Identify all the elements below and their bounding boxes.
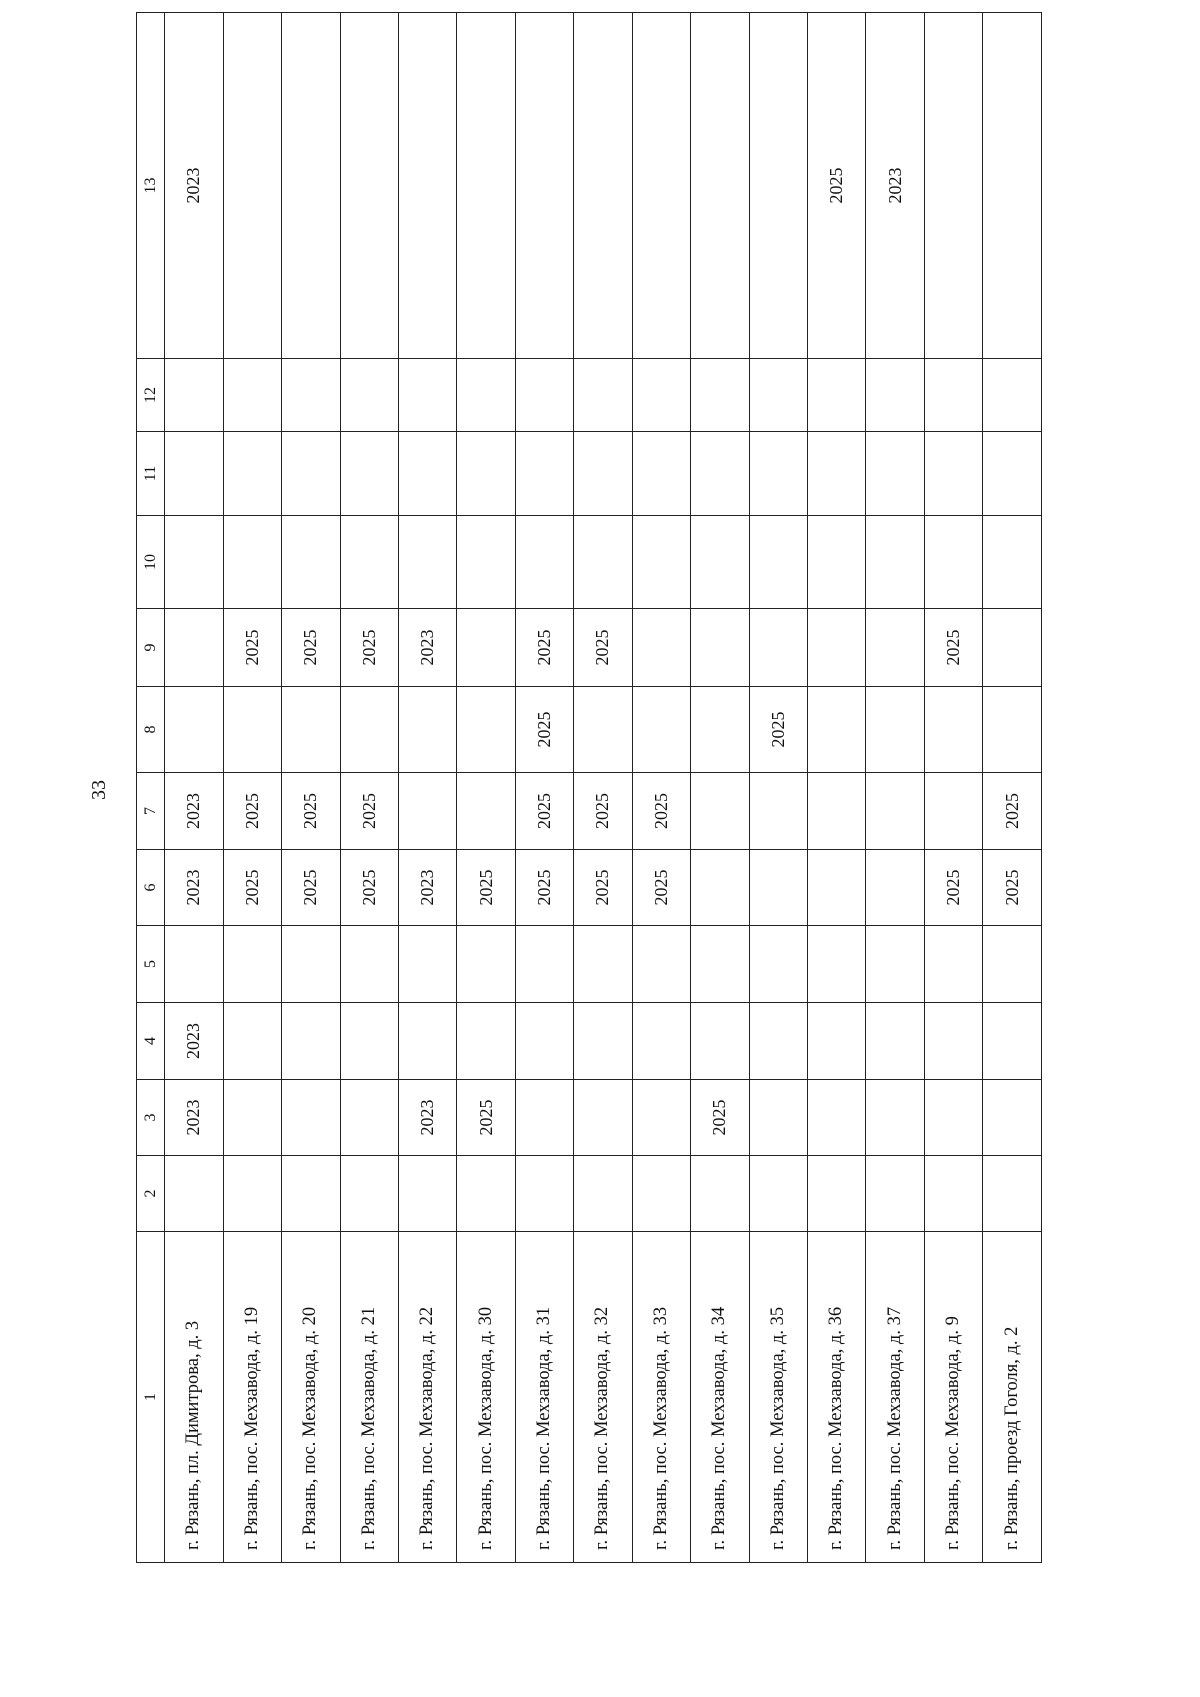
table-row xyxy=(808,13,866,1563)
year-cell xyxy=(983,926,1042,1003)
year-cell xyxy=(165,516,223,609)
column-number: 7 xyxy=(137,773,165,850)
year-cell: 2023 xyxy=(165,850,223,926)
year-cell xyxy=(282,1080,340,1156)
year-cell xyxy=(223,687,281,773)
year-cell xyxy=(983,1156,1042,1232)
year-cell xyxy=(924,516,982,609)
column-number: 3 xyxy=(137,1080,165,1156)
table-row xyxy=(165,13,223,1563)
table-row xyxy=(398,13,456,1563)
year-cell xyxy=(223,1003,281,1080)
year-cell xyxy=(749,609,807,687)
year-cell xyxy=(691,773,749,850)
year-cell: 2023 xyxy=(398,850,456,926)
year-cell xyxy=(398,1156,456,1232)
table-row xyxy=(223,13,281,1563)
year-cell xyxy=(457,516,515,609)
year-cell xyxy=(457,773,515,850)
year-cell xyxy=(165,687,223,773)
year-cell xyxy=(866,1003,924,1080)
year-cell xyxy=(808,1156,866,1232)
year-cell xyxy=(398,773,456,850)
year-cell: 2025 xyxy=(574,773,632,850)
year-cell xyxy=(808,773,866,850)
year-cell: 2023 xyxy=(398,1080,456,1156)
year-cell xyxy=(515,1156,573,1232)
year-cell xyxy=(398,432,456,516)
year-cell xyxy=(691,516,749,609)
year-cell: 2025 xyxy=(983,850,1042,926)
column-number: 8 xyxy=(137,687,165,773)
year-cell xyxy=(223,1156,281,1232)
year-cell xyxy=(457,13,515,359)
column-number: 1 xyxy=(137,1232,165,1563)
schedule-table xyxy=(136,12,1042,1563)
year-cell xyxy=(808,432,866,516)
year-cell xyxy=(457,687,515,773)
year-cell xyxy=(574,13,632,359)
year-cell: 2025 xyxy=(983,773,1042,850)
year-cell: 2025 xyxy=(574,609,632,687)
address-cell: г. Рязань, пос. Мехзавода, д. 36 xyxy=(808,1232,866,1563)
year-cell xyxy=(340,926,398,1003)
year-cell: 2025 xyxy=(924,850,982,926)
year-cell xyxy=(924,13,982,359)
year-cell xyxy=(574,1156,632,1232)
year-cell xyxy=(924,1080,982,1156)
column-number: 12 xyxy=(137,359,165,432)
year-cell: 2025 xyxy=(340,609,398,687)
year-cell xyxy=(749,1003,807,1080)
table-row xyxy=(632,13,690,1563)
year-cell xyxy=(632,432,690,516)
year-cell xyxy=(866,926,924,1003)
year-cell: 2023 xyxy=(165,1003,223,1080)
year-cell xyxy=(749,850,807,926)
year-cell xyxy=(866,850,924,926)
address-cell: г. Рязань, пл. Димитрова, д. 3 xyxy=(165,1232,223,1563)
year-cell xyxy=(515,13,573,359)
column-number-row xyxy=(137,13,165,1563)
table-row xyxy=(340,13,398,1563)
year-cell xyxy=(574,926,632,1003)
year-cell xyxy=(574,516,632,609)
year-cell xyxy=(457,1003,515,1080)
year-cell: 2025 xyxy=(340,773,398,850)
year-cell xyxy=(691,1156,749,1232)
table-row xyxy=(866,13,924,1563)
year-cell xyxy=(340,1156,398,1232)
year-cell xyxy=(223,516,281,609)
year-cell: 2025 xyxy=(457,1080,515,1156)
year-cell xyxy=(574,432,632,516)
year-cell xyxy=(924,359,982,432)
year-cell xyxy=(691,687,749,773)
year-cell xyxy=(574,687,632,773)
column-number: 5 xyxy=(137,926,165,1003)
year-cell xyxy=(282,516,340,609)
year-cell xyxy=(632,13,690,359)
column-number: 9 xyxy=(137,609,165,687)
year-cell xyxy=(808,926,866,1003)
year-cell: 2025 xyxy=(223,773,281,850)
year-cell xyxy=(574,359,632,432)
year-cell xyxy=(340,13,398,359)
year-cell xyxy=(515,516,573,609)
year-cell xyxy=(340,687,398,773)
year-cell xyxy=(924,926,982,1003)
year-cell xyxy=(398,359,456,432)
year-cell: 2025 xyxy=(515,609,573,687)
year-cell xyxy=(866,773,924,850)
year-cell: 2025 xyxy=(223,609,281,687)
year-cell xyxy=(808,609,866,687)
year-cell xyxy=(340,359,398,432)
year-cell xyxy=(749,13,807,359)
year-cell xyxy=(924,773,982,850)
year-cell: 2025 xyxy=(457,850,515,926)
year-cell xyxy=(457,432,515,516)
column-number: 10 xyxy=(137,516,165,609)
year-cell xyxy=(632,359,690,432)
year-cell: 2025 xyxy=(340,850,398,926)
year-cell xyxy=(340,1003,398,1080)
year-cell xyxy=(574,1003,632,1080)
year-cell xyxy=(866,516,924,609)
year-cell xyxy=(340,1080,398,1156)
address-cell: г. Рязань, пос. Мехзавода, д. 20 xyxy=(282,1232,340,1563)
year-cell xyxy=(515,359,573,432)
year-cell xyxy=(691,609,749,687)
year-cell xyxy=(749,1156,807,1232)
year-cell xyxy=(165,926,223,1003)
year-cell xyxy=(632,1003,690,1080)
address-cell: г. Рязань, проезд Гоголя, д. 2 xyxy=(983,1232,1042,1563)
year-cell xyxy=(282,1156,340,1232)
year-cell: 2023 xyxy=(165,1080,223,1156)
year-cell xyxy=(808,687,866,773)
year-cell: 2025 xyxy=(515,773,573,850)
year-cell xyxy=(340,432,398,516)
year-cell xyxy=(749,773,807,850)
year-cell xyxy=(866,1080,924,1156)
year-cell xyxy=(282,926,340,1003)
year-cell xyxy=(983,1003,1042,1080)
year-cell xyxy=(808,359,866,432)
year-cell xyxy=(866,432,924,516)
year-cell xyxy=(457,609,515,687)
year-cell: 2023 xyxy=(866,13,924,359)
year-cell xyxy=(749,926,807,1003)
year-cell xyxy=(282,687,340,773)
year-cell xyxy=(866,359,924,432)
schedule-table-frame xyxy=(136,113,1042,1563)
year-cell xyxy=(223,926,281,1003)
year-cell xyxy=(983,687,1042,773)
year-cell: 2023 xyxy=(165,13,223,359)
year-cell xyxy=(691,432,749,516)
year-cell: 2023 xyxy=(165,773,223,850)
year-cell xyxy=(691,359,749,432)
year-cell xyxy=(983,609,1042,687)
address-cell: г. Рязань, пос. Мехзавода, д. 34 xyxy=(691,1232,749,1563)
table-row xyxy=(983,13,1042,1563)
year-cell xyxy=(223,432,281,516)
year-cell xyxy=(165,432,223,516)
year-cell xyxy=(983,1080,1042,1156)
year-cell xyxy=(282,359,340,432)
year-cell xyxy=(398,516,456,609)
address-cell: г. Рязань, пос. Мехзавода, д. 37 xyxy=(866,1232,924,1563)
column-number: 4 xyxy=(137,1003,165,1080)
year-cell: 2025 xyxy=(574,850,632,926)
year-cell xyxy=(924,1003,982,1080)
year-cell xyxy=(398,687,456,773)
year-cell xyxy=(691,1003,749,1080)
table-row xyxy=(282,13,340,1563)
year-cell xyxy=(691,926,749,1003)
year-cell xyxy=(632,1156,690,1232)
year-cell: 2025 xyxy=(924,609,982,687)
year-cell: 2025 xyxy=(282,609,340,687)
address-cell: г. Рязань, пос. Мехзавода, д. 9 xyxy=(924,1232,982,1563)
year-cell xyxy=(398,926,456,1003)
year-cell xyxy=(632,609,690,687)
year-cell xyxy=(866,687,924,773)
page-number: 33 xyxy=(88,780,110,800)
table-row xyxy=(574,13,632,1563)
year-cell xyxy=(691,850,749,926)
year-cell xyxy=(515,432,573,516)
table-row xyxy=(691,13,749,1563)
year-cell xyxy=(808,1003,866,1080)
year-cell xyxy=(340,516,398,609)
year-cell xyxy=(866,609,924,687)
year-cell xyxy=(515,926,573,1003)
year-cell xyxy=(983,516,1042,609)
year-cell xyxy=(808,850,866,926)
year-cell xyxy=(924,1156,982,1232)
year-cell xyxy=(749,359,807,432)
address-cell: г. Рязань, пос. Мехзавода, д. 21 xyxy=(340,1232,398,1563)
year-cell xyxy=(983,432,1042,516)
column-number: 13 xyxy=(137,13,165,359)
address-cell: г. Рязань, пос. Мехзавода, д. 22 xyxy=(398,1232,456,1563)
year-cell xyxy=(282,432,340,516)
schedule-table-body xyxy=(137,13,1042,1563)
address-cell: г. Рязань, пос. Мехзавода, д. 31 xyxy=(515,1232,573,1563)
year-cell xyxy=(866,1156,924,1232)
year-cell: 2025 xyxy=(515,850,573,926)
column-number: 6 xyxy=(137,850,165,926)
address-cell: г. Рязань, пос. Мехзавода, д. 19 xyxy=(223,1232,281,1563)
year-cell xyxy=(983,359,1042,432)
year-cell xyxy=(398,13,456,359)
address-cell: г. Рязань, пос. Мехзавода, д. 35 xyxy=(749,1232,807,1563)
year-cell: 2025 xyxy=(632,773,690,850)
year-cell xyxy=(457,926,515,1003)
year-cell: 2025 xyxy=(515,687,573,773)
year-cell xyxy=(457,359,515,432)
year-cell: 2025 xyxy=(691,1080,749,1156)
year-cell xyxy=(924,687,982,773)
year-cell xyxy=(457,1156,515,1232)
year-cell xyxy=(398,1003,456,1080)
address-cell: г. Рязань, пос. Мехзавода, д. 30 xyxy=(457,1232,515,1563)
year-cell xyxy=(632,1080,690,1156)
year-cell: 2023 xyxy=(398,609,456,687)
year-cell: 2025 xyxy=(749,687,807,773)
year-cell xyxy=(749,1080,807,1156)
column-number: 2 xyxy=(137,1156,165,1232)
year-cell: 2025 xyxy=(282,850,340,926)
year-cell xyxy=(223,1080,281,1156)
table-row xyxy=(924,13,982,1563)
year-cell xyxy=(282,13,340,359)
year-cell xyxy=(165,1156,223,1232)
year-cell xyxy=(165,359,223,432)
year-cell xyxy=(983,13,1042,359)
address-cell: г. Рязань, пос. Мехзавода, д. 33 xyxy=(632,1232,690,1563)
address-cell: г. Рязань, пос. Мехзавода, д. 32 xyxy=(574,1232,632,1563)
table-row xyxy=(515,13,573,1563)
year-cell xyxy=(574,1080,632,1156)
year-cell xyxy=(165,609,223,687)
year-cell xyxy=(632,926,690,1003)
table-row xyxy=(457,13,515,1563)
year-cell xyxy=(632,687,690,773)
year-cell xyxy=(808,516,866,609)
column-number: 11 xyxy=(137,432,165,516)
year-cell xyxy=(924,432,982,516)
year-cell: 2025 xyxy=(808,13,866,359)
year-cell xyxy=(691,13,749,359)
year-cell xyxy=(749,432,807,516)
year-cell xyxy=(515,1003,573,1080)
year-cell xyxy=(632,516,690,609)
year-cell: 2025 xyxy=(223,850,281,926)
year-cell xyxy=(515,1080,573,1156)
year-cell xyxy=(223,13,281,359)
year-cell xyxy=(808,1080,866,1156)
year-cell: 2025 xyxy=(282,773,340,850)
year-cell xyxy=(223,359,281,432)
year-cell: 2025 xyxy=(632,850,690,926)
year-cell xyxy=(282,1003,340,1080)
year-cell xyxy=(749,516,807,609)
table-row xyxy=(749,13,807,1563)
